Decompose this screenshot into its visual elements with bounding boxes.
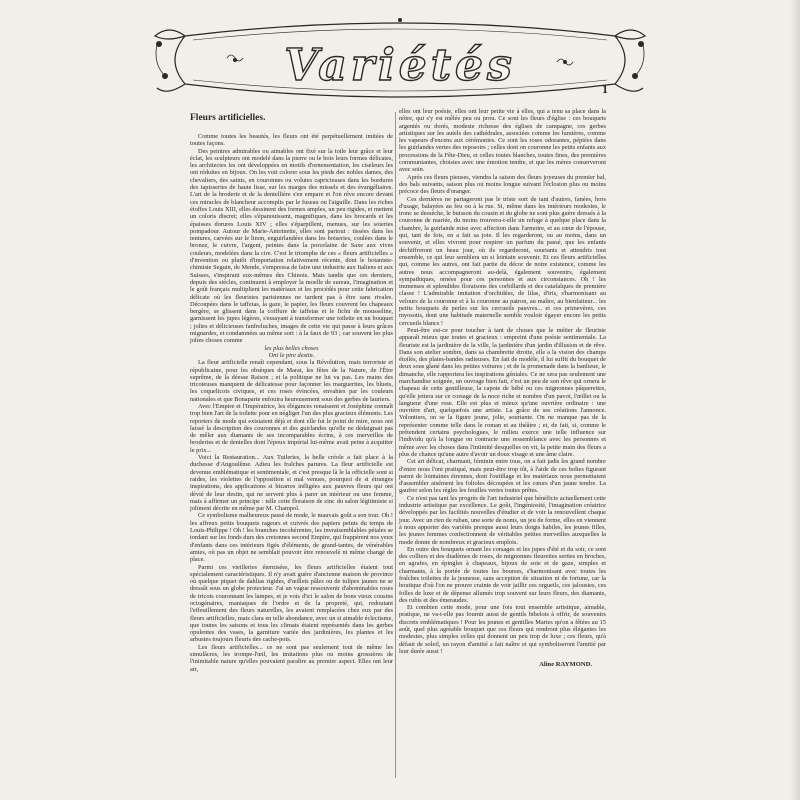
- page-edge-shadow: [790, 0, 800, 800]
- article-title: Fleurs artificielles.: [190, 113, 266, 123]
- paragraph: Des peintres admirables ou aimables ont fixé sur la toile leur grâce et leur éclat, les sculpteurs ont modelé dans la pierre ou le bois leurs formes délicates, les architectes les ont développées en motifs d'ornementation, les ciseleurs les ont réduites en bijoux. On les voit colorer sous les pieds des nobles dames, des chevaliers, des saints, en couronnes ou volutes capricieuses dans les bordures des tapisseries de haute lisse, sur les marges des missels et des évangéliaires. L'art de la broderie et de la dentellière s'en empare et l'on rêve encore devant ces miracles de blancheur accomplis par le fuseau ou l'aiguille. Dans les riches étoffes Louis XIII, elles dessinent des formes amples, un peu rigides, et mettent un coloris discret; elles s'épanouissent, magnifiques, dans les brocards et les épaisses dorures Louis XIV ; elles s'éparpillent, menues, sur les soieries pompadour. Autour de Marie-Antoinette, elles sont partout : tissées dans les tentures, carvées sur le linon, enguirlandées dans les boiseries, coulées dans le bronze, le cuivre, l'argent, peintes dans la porcelaine de Saxe aux vives couleurs, modelées dans la cire. C'est le triomphe de ces « fleurs artificielles » d'invention ou plutôt d'importation relativement récente, dont le botaniste-chimiste Seguin, de Mende, s'empressa de faire une industrie aux Italiens et aux Suisses, s'inspirant eux-mêmes des Chinois. Mais tandis que ces derniers, depuis des siècles, continuent à employer la moelle de sureau, l'imagination et le goût français multiplient les matériaux et les procédés pour cette fabrication délicate où les fleuristes parisiennes ne tardent pas à être sans rivales. Découpées dans le taffetas, la gaze, le papier, les fleurs couvrent les chapeaux bergère, se glissent dans la coiffure de taffetas et le fichu de mousseline, garnissent les jupes légères, s'essayant à transformer une toilette en un bouquet ; jolies et délicieuses fanfreluches, images de cette vie qui passe à leurs grâces mignardes, et condamnées au même sort : à la faux de 93 ; car souvent les plus jolies choses comme: [190, 147, 393, 345]
- paragraph: Comme toutes les beautés, les fleurs ont été perpétuellement imitées de toutes façons.: [190, 133, 393, 148]
- paragraph: La fleur artificielle renaît cependant, sous la Révolution, mais terroriste et républicaine, pour les obsèques de Marat, les fêtes de la Nature, de l'Être suprême, de la déesse Raison ; et la politique ne lui va pas. Les mains des tricoteuses manquent de délicatesse pour façonner les marguerites, les bluets, les coquelicots civiques, et ces roses évincées, envahies par les couleurs nationales et que Bonaparte enfouira heureusement sous des gerbes de lauriers.: [190, 359, 393, 403]
- quote-line: Ont le pire destin.: [268, 351, 315, 359]
- header-ornament: [145, 14, 655, 106]
- paragraph: Avec l'Empire et l'Impératrice, les élégances renaissent et Joséphine connaît trop bien l'art de la toilette pour en négliger l'un des plus gracieux éléments. Les reporters de mode qui existaient déjà et dont elle fut le point de mire, nous ont laissé la description des couronnes et des guirlandes qu'elle ne dédaignait pas de mêler aux diamants de ses incomparables écrins, à ces merveilles de broderies et de dentelles dont l'époux impérial lui-même avait peine à acquitter le prix...: [190, 402, 393, 454]
- paragraph: Ces dernières ne partageront pas le triste sort de tant d'autres, fanées, hors d'usage, balayées au feu ou à la rue. Si, même dans les intérieurs modestes, le tronc se dessèche, le buisson du cousin et du globe ne sont plus guère dressés à la couronne de mariée, du moins trouvera-t-elle un refuge à quelque place dans la chambre, la guirlande mise avec affection dans l'armoire, et au cœur de l'épouse, qui, tant de fois, en a fait sa joie. Il les regarderont, ou au moins, dans un souvenir, et elles vivront pour respirer un parfum du passé, que les enfants déchiffreront un beau jour, où ils regarderont, souriants et attendris tout ensemble, ce qui leur semblera un si lointain souvenir. Et ces fleurs artificielles qui, comme les autres, ont fait partie du décor de notre existence, comme les autres nous accompagneront au-delà, également souvenirs, également sympathiques, ornées pour ces personnes et aux circonstances. Oh ! les immenses et splendides floraisons des corbillards et des catafalques de première classe ! L'admirable imitation d'orchidées, de lilas, d'iris, s'harmonisant au velours de la couronne et à la couronne au patron, au maître, au bienfaiteur... les petits bouquets de perles sur les cercueils pauvres... et ces primevères, ces myosotis, dont une habitude maternelle semble vouloir égayer encore les petits cercueils blancs !: [399, 195, 606, 327]
- paragraph: Ce symbolisme malheureux passé de mode, le mauvais goût a son tour. Oh ! les affreux petits bouquets rageurs et cuivrés des papiers peints du temps de Louis-Philippe ! Oh ! les branches incohérentes, les invraisemblables pétales se tordant sur les fonds durs des cretonnes second Empire, qui frappèrent nos yeux d'enfants dans ces intérieurs figés d'éléments, de grand-tantes, de vénérables amies, où pas un objet ne semblait pouvoir être renouvelé ni même changé de place.: [190, 512, 393, 564]
- paragraph: Les fleurs artificielles... ce ne sont pas seulement tout de même les simulâcres, les trompe-l'œil, les imitations plus ou moins grossières de l'inimitable nature qu'elles pouvaient paraître au premier aspect. Elles ont leur art,: [190, 643, 393, 673]
- quote-line: les plus belles choses: [264, 344, 319, 352]
- section-title: Variétés: [284, 40, 516, 91]
- paragraph: Ce n'est pas tant les progrès de l'art industriel que bénéficie actuellement cette industrie artistique par excellence. Le goût, l'ingéniosité, l'imagination créatrice développés par les facilités nouvelles d'étudier et de voir la renouvellent chaque jour. Avec un rien de ruban, une sorte de noms, un jeu de forme, elles en viennent à nous apporter des variétés presque aussi leurs doigts habiles, les jeunes filles, les jeunes femmes confectionnent de véritables petites merveilles auxquelles la mode donne de nombreux et gracieux emplois.: [399, 494, 606, 546]
- paragraph: Voici la Restauration... Aux Tuileries, la belle créole a fait place à la duchesse d'Angoulême. Adieu les fraîches parures. La fleur artificielle est devenue emblématique et sentimentale, et c'est presque là le la officielle sont si raides, les violettes de l'opposition si mal venues, pourquoi de si étranges inspirations, des applications si bizarres infligées aux pauvres fleurs qui ont dévié de leur destin, qui ne servent plus à parer un intérieur ou une femme, mais à affirmer un principe : telle cette floraison de zinc du salon légitimiste si joliment décrite en même par M. Champol.: [190, 454, 393, 513]
- paragraph: Après ces fleurs pieuses, viendra la saison des fleurs joyeuses du premier bal, des bals suivants, saison plus ou moins longue suivant l'éclosion plus ou moins précoce des fleurs d'oranger.: [399, 173, 606, 196]
- paragraph: En outre des bouquets ornant les corsages et les jupes d'été et du soir, ce sont des colliers et des diadèmes de roses, de mignonnes fleurettes serties en broches, en agrafes, en épingles à chapeaux, bijoux de soie et de gaze, simples et charmants, à la portée de toutes les bourses, s'harmonisant avec toutes les fraîches toilettes de la jeunesse, sans acception de situation ni de fortune, car la boutique d'où l'on ne prouve crainte de voir jaillir ces orgueils, ces jalousies, ces folles de luxe et de dépense allumés trop souvent sur leurs fleurs, des diamants, des rubis et des émeraudes.: [399, 545, 606, 604]
- left-column: [190, 108, 393, 673]
- paragraph: Cet art délicat, charmant, féminin entre tous, on a fait jadis les grand nombre d'entre nous l'ont pratiqué, mais peut-être trop tôt, à l'aide de ces boîtes figurant parmi de lointaines étrennes, dont l'outillage et les matériaux nous permettaient d'assembler aisément les folioles découpées et les cœurs d'un jaune tendre. La gaufrer selon les règles les feuilles vertes toutes prêtes.: [399, 458, 606, 495]
- right-column: [399, 108, 606, 669]
- author-signature: Aline RAYMOND.: [539, 661, 592, 669]
- page-number: 1: [602, 82, 608, 96]
- paragraph: Peut-être est-ce pour toucher à tant de choses que le métier de fleuriste apparaît mieux que toutes et gracieux : empreint d'une poésie sentimentale. La fleuriste est la jardinière de la ville, la jardinière d'un jardin d'illusion et de rêve. Dans son atelier sombre, dans sa chambrette étroite, elle a la vision des champs étoilés, des plates-bandes radieuses. En fait de modèle, il lui suffit du bouquet de deux sous glané dans les petites voitures ; et de la promenade dans la banlieue, le dimanche, elle rapportera les inspirations géniales. Ce ne sera pas seulement une marchandise soignée, un ouvrage bien fait, c'est un peu de son rêve qui ornera le chapeau de cette gentilleuse, la capote de bébé ou ces mignonnes pâquerettes, qu'elle jettera sur ce corsage de la noce riche et nombre d'un pavot, l'œillet ou la langueur d'une rose. Elle est plus et mieux qu'une ouvrière ordinaire : une ouvrière d'art, quelquefois une artiste. La grâce de ses créations l'annonce. Volontiers, on se la figure jeune, jolie, souriante. On ne manque pas de la représenter comme telle dans le roman et au théâtre ; et, de fait, si, comme le prétendent certains psychologues, le milieu exerce une telle influence sur l'individu qu'à la longue on contracte une ressemblance avec les personnes et même avec les choses dans l'intimité desquelles on vit, la petite main des fleurs a plus de chance qu'une autre d'avoir un doux visage et une âme claire.: [399, 326, 606, 458]
- paragraph: elles ont leur poésie, elles ont leur petite vie à elles, qui a tenu sa place dans la nôtre, qui s'y est mêlée peu ou prou. Ce sont les fleurs d'église : ces bouquets argentés ou dorés, modeste richesse des églises de campagne, ces gerbes artistiques sur les autels des cathédrales, associées comme les lumières, comme les vapeurs d'encens aux cérémonies. Ce sont les roses odorantes, pépiées dans les guirlandes vertes des reposoirs ; celles dont on couronne les petits enfants aux processions de la Fête-Dieu, et celles toutes blanches, toutes fines, des premières communiantes, choisies avec une émotion tendre, et que les mères conserveront avec soin.: [399, 108, 606, 174]
- paragraph: Et combien cette mode, pour une fois tout ensemble artistique, aimable, pratique, ne va-t-elle pas fournir aussi de gentils bibelots à offrir, de souvenirs discrets emblématiques ! Pour les jeunes et gentilles Maries qu'on a fêtées au 15 août, quel plus agréable bouquet que ces fleurs qui rendront plus élégantes les modestes, plus simples celles qui donnent un peu trop de luxe ; ces fleurs, qu'à défaut de soleil, un rayon d'amitié a fait naître et qui symboliseront l'amitié par leur durée aussi !: [399, 604, 606, 655]
- column-divider: [395, 112, 396, 778]
- paragraph: Parmi ces vieilleries éternisées, les fleurs artificielles étaient tout spécialement caractéristiques. Il n'y avait guère d'ancienne maison de province où quelque piquet de dahlias rigides, d'œillets pâles ou de tulipes jaunes ne se dressât sous un globe protecteur. J'ai un vague ressouvenir d'abominables roses de tricots couronnant les lampes, et je vois d'ici le salon de bons vieux cousins octogénaires, maniaques de l'ordre et de la propreté, qui, redoutant l'effeuillement des fleurs naturelles, les avaient remplacées chez eux par des fleurs artificielles, mais clara en telle abondance, avec un si aimable éclectisme, que toutes les saisons et tous les climats étaient représentés dans les gerbes opulentes des vases, la garniture variée des jardinières, les plantes et les arbustes toujours fleuris des cache-pots.: [190, 563, 393, 644]
